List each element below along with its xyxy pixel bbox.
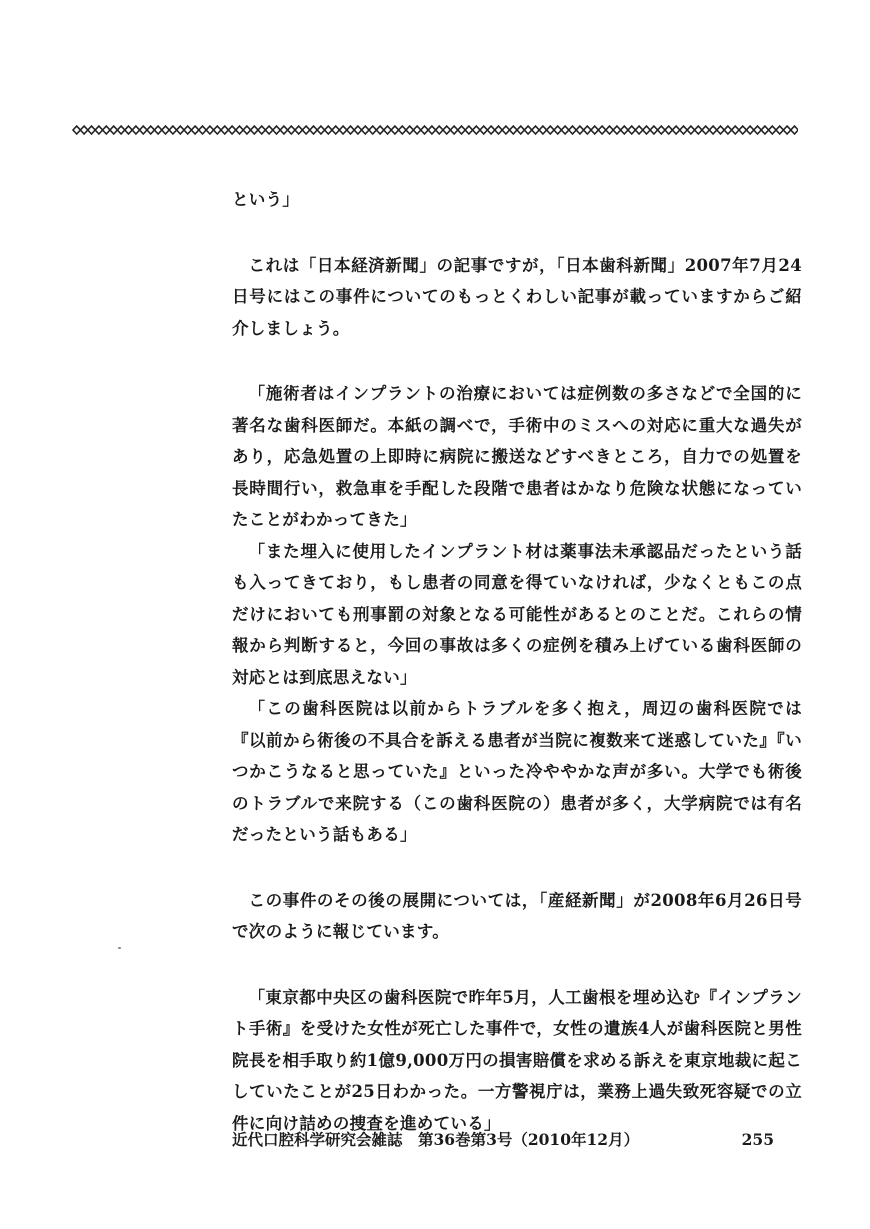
ornament-link: [391, 126, 398, 134]
ornament-link: [702, 126, 709, 134]
ornament-link: [339, 126, 346, 134]
ornament-link: [628, 126, 635, 134]
ornament-link: [199, 126, 206, 134]
ornament-link: [547, 126, 554, 134]
article-body: [232, 184, 802, 1139]
ornament-link: [184, 126, 191, 134]
ornament-link: [672, 126, 679, 134]
paragraph-quote-end: という」: [232, 190, 300, 209]
ornament-link: [643, 126, 650, 134]
ornament-link: [214, 126, 221, 134]
ornament-link: [465, 126, 472, 134]
ornament-link: [258, 126, 265, 134]
ornament-link: [154, 126, 161, 134]
paragraph-quote-3: 「この歯科医院は以前からトラブルを多く抱え，周辺の歯科医院では『以前から術後の不具合を訴える患者が当院に複数来て迷惑していた』『いつかこうなると思っていた』といった冷ややかな声が多い。大学でも術後のトラブルで来院する（この歯科医院の）患者が多く，大学病院では有名だったという話もある」: [232, 699, 802, 844]
ornament-link: [140, 126, 147, 134]
ornament-link: [369, 126, 376, 134]
ornament-link: [295, 126, 302, 134]
paragraph-quote-1: 「施術者はインプラントの治療においては症例数の多さなどで全国的に著名な歯科医師だ。本紙の調べで，手術中のミスへの対応に重大な過失があり，応急処置の上即時に病院に搬送などすべきところ，自力での処置を長時間行い，救急車を手配した段階で患者はかなり危険な状態になっていたことがわかってきた」: [232, 384, 802, 529]
ornament-link: [280, 126, 287, 134]
ornament-link: [554, 126, 561, 134]
ornament-link: [487, 126, 494, 134]
ornament-link: [421, 126, 428, 134]
ornament-link: [658, 126, 665, 134]
ornament-link: [288, 126, 295, 134]
ornament-link: [613, 126, 620, 134]
ornament-link: [739, 126, 746, 134]
ornament-link: [495, 126, 502, 134]
ornament-link: [317, 126, 324, 134]
ornament-link: [606, 126, 613, 134]
ornament-link: [776, 126, 783, 134]
ornament-link: [236, 126, 243, 134]
ornament-link: [221, 126, 228, 134]
ornament-link: [539, 126, 546, 134]
ornament-link: [436, 126, 443, 134]
ornament-link: [561, 126, 568, 134]
ornament-link: [376, 126, 383, 134]
ornament-link: [206, 126, 213, 134]
ornament-link: [732, 126, 739, 134]
ornament-link: [591, 126, 598, 134]
ornament-link: [413, 126, 420, 134]
ornament-link: [80, 126, 87, 134]
ornament-link: [769, 126, 776, 134]
ornament-link: [110, 126, 117, 134]
ornament-link: [524, 126, 531, 134]
page-number: 255: [741, 1130, 774, 1149]
ornament-link: [665, 126, 672, 134]
paragraph-quote-2: 「また埋入に使用したインプラント材は薬事法未承認品だったという話も入ってきており，もし患者の同意を得ていなければ，少なくともこの点だけにおいても刑事罰の対象となる可能性があるとのことだ。これらの情報から判断すると，今回の事故は多くの症例を積み上げている歯科医師の対応とは到底思えない」: [232, 541, 802, 687]
ornament-link: [95, 126, 102, 134]
ornament-link: [332, 126, 339, 134]
ornament-link: [569, 126, 576, 134]
ornament-link: [650, 126, 657, 134]
paragraph-sankei-intro: この事件のその後の展開については，「産経新聞」が2008年6月26日号で次のように報じています。: [232, 890, 802, 941]
ornament-link: [458, 126, 465, 134]
ornament-link: [783, 126, 790, 134]
ornament-link: [724, 126, 731, 134]
ornament-link: [443, 126, 450, 134]
page-footer: [232, 1128, 774, 1150]
ornament-link: [532, 126, 539, 134]
ornament-link: [680, 126, 687, 134]
ornament-link: [302, 126, 309, 134]
ornament-link: [169, 126, 176, 134]
ornament-link: [243, 126, 250, 134]
ornament-link: [273, 126, 280, 134]
paragraph-nikkei-intro: これは「日本経済新聞」の記事ですが，「日本歯科新聞」2007年7月24日号にはこの事件についてのもっとくわしい記事が載っていますからご紹介しましょう。: [232, 255, 802, 338]
journal-citation: 近代口腔科学研究会雑誌 第36巻第3号（2010年12月）: [232, 1130, 640, 1149]
ornament-link: [791, 126, 798, 134]
ornament-link: [191, 126, 198, 134]
ornament-link: [228, 126, 235, 134]
ornament-link: [125, 126, 132, 134]
ornament-link: [162, 126, 169, 134]
ornament-link: [473, 126, 480, 134]
ornament-link: [310, 126, 317, 134]
ornament-link: [384, 126, 391, 134]
ornament-link: [635, 126, 642, 134]
ornament-link: [428, 126, 435, 134]
ornament-link: [717, 126, 724, 134]
ornament-link: [576, 126, 583, 134]
decorative-border: [70, 122, 798, 138]
ornament-link: [347, 126, 354, 134]
ornament-link: [517, 126, 524, 134]
ornament-link: [147, 126, 154, 134]
ornament-link: [709, 126, 716, 134]
ornament-link: [746, 126, 753, 134]
ornament-link: [406, 126, 413, 134]
paragraph-quote-4: 「東京都中央区の歯科医院で昨年5月，人工歯根を埋め込む『インプラント手術』を受けた女性が死亡した事件で，女性の遺族4人が歯科医院と男性院長を相手取り約1億9,000万円の損害賠償を求める訴えを東京地裁に起こしていたことが25日わかった。一方警視庁は，業務上過失致死容疑での立件に向け詰めの捜査を進めている」: [232, 987, 802, 1133]
ornament-link: [325, 126, 332, 134]
ornament-pattern-icon: [70, 122, 798, 138]
ornament-link: [399, 126, 406, 134]
ornament-link: [621, 126, 628, 134]
ornament-link: [598, 126, 605, 134]
ornament-link: [73, 126, 80, 134]
ornament-link: [132, 126, 139, 134]
ornament-link: [754, 126, 761, 134]
ornament-link: [117, 126, 124, 134]
ornament-link: [687, 126, 694, 134]
ornament-link: [362, 126, 369, 134]
ornament-link: [88, 126, 95, 134]
ornament-link: [584, 126, 591, 134]
ornament-link: [265, 126, 272, 134]
ornament-link: [450, 126, 457, 134]
ornament-link: [695, 126, 702, 134]
ornament-link: [251, 126, 258, 134]
ornament-link: [177, 126, 184, 134]
ornament-link: [761, 126, 768, 134]
ornament-link: [510, 126, 517, 134]
ornament-link: [103, 126, 110, 134]
ornament-link: [502, 126, 509, 134]
scan-speck: [118, 947, 121, 949]
ornament-link: [480, 126, 487, 134]
ornament-link: [354, 126, 361, 134]
